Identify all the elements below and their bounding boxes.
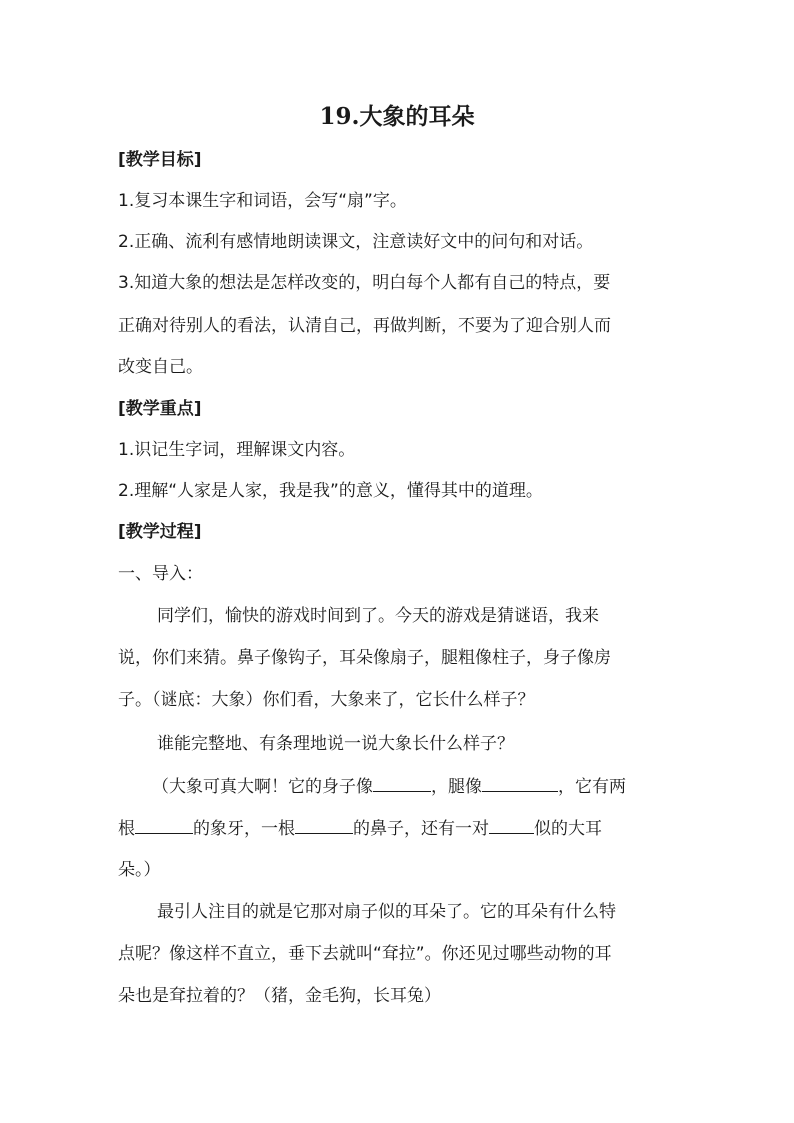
intro-para-line-2: 说，你们来猜。鼻子像钩子，耳朵像扇子，腿粗像柱子，身子像房 [118,648,611,668]
page-title: 19.大象的耳朵 [319,103,475,130]
fill-text-c: ，它有两 [558,777,626,797]
goal-item-1: 1.复习本课生字和词语，会写“扇”字。 [118,191,407,211]
focus-heading: [教学重点] [118,399,202,419]
fill-text-e: 的象牙，一根 [193,819,295,839]
focus-item-2: 2.理解“人家是人家，我是我”的意义，懂得其中的道理。 [118,481,543,501]
question-line: 谁能完整地、有条理地说一说大象长什么样子？ [157,734,514,754]
fill-blank-line-2 [118,815,688,842]
goal-item-3: 3.知道大象的想法是怎样改变的，明白每个人都有自己的特点，要 [118,273,611,293]
fill-text-d: 根 [118,819,135,839]
fill-text-g: 似的大耳 [534,819,602,839]
blank-body[interactable] [373,773,431,792]
ears-para-line-1: 最引人注目的就是它那对扇子似的耳朵了。它的耳朵有什么特 [157,902,616,922]
intro-para-line-1: 同学们，愉快的游戏时间到了。今天的游戏是猜谜语，我来 [157,606,599,626]
step-1-heading: 一、导入： [118,564,203,584]
blank-ears[interactable] [489,815,534,834]
fill-text-a: （大象可真大啊！它的身子像 [152,777,373,797]
fill-blank-line-1 [152,773,722,800]
fill-blank-line-3: 朵。） [118,860,161,880]
fill-text-b: ，腿像 [431,777,482,797]
blank-legs[interactable] [482,773,558,792]
goal-item-2: 2.正确、流利有感情地朗读课文，注意读好文中的问句和对话。 [118,232,594,252]
blank-trunk[interactable] [295,815,353,834]
fill-text-f: 的鼻子，还有一对 [353,819,489,839]
process-heading: [教学过程] [118,522,202,542]
goal-item-3-cont-1: 正确对待别人的看法，认清自己，再做判断，不要为了迎合别人而 [118,316,611,336]
goal-item-3-cont-2: 改变自己。 [118,357,203,377]
ears-para-line-2: 点呢？像这样不直立，垂下去就叫“耷拉”。你还见过哪些动物的耳 [118,944,612,964]
ears-para-line-3: 朵也是耷拉着的？（猪，金毛狗，长耳兔） [118,986,441,1006]
blank-tusks[interactable] [135,815,193,834]
goals-heading: [教学目标] [118,150,202,170]
focus-item-1: 1.识记生字词，理解课文内容。 [118,440,356,460]
intro-para-line-3: 子。（谜底：大象）你们看，大象来了，它长什么样子？ [118,690,535,710]
